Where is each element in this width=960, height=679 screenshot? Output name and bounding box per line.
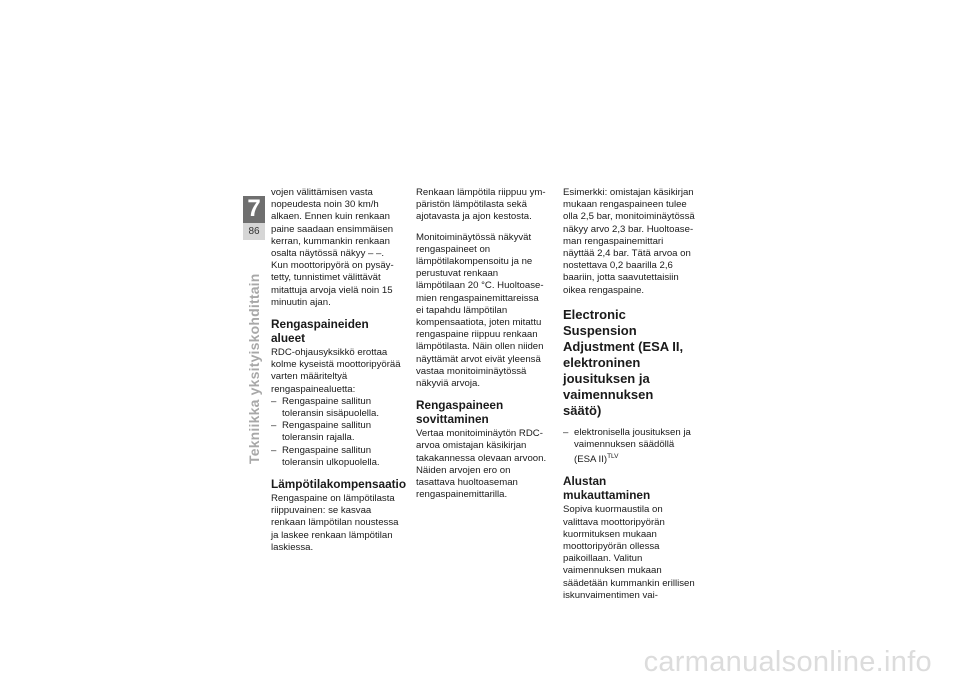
bullet-list [271, 396, 403, 469]
paragraph: Vertaa monitoiminäytön RDC-arvoa omistajan käsikirjan takakannessa olevaan arvoon. Näiden arvojen ero on tasattava huoltoaseman rengaspainemittarilla. [416, 428, 547, 501]
chapter-number: 7 [247, 196, 261, 222]
dash-bullet-icon: – [271, 420, 277, 432]
paragraph: Sopiva kuormaustila on valittava moottoripyörän kuormituksen mukaan moottoripyörän ollessa paikoillaan. Valitun vaimennuksen mukaan säädetään kummankin erillisen iskunvaimentimen vai- [563, 504, 695, 601]
text-column-3 [563, 187, 695, 610]
paragraph: Renkaan lämpötila riippuu ympäristön lämpötilasta sekä ajotavasta ja ajon kestosta. [416, 187, 546, 223]
section-heading: Alustan mukauttaminen [563, 474, 651, 503]
watermark: carmanualsonline.info [643, 646, 932, 678]
paragraph: RDC-ohjausyksikkö erottaa kolme kyseistä moottoripyörää varten määriteltyä rengaspainealuetta: [271, 347, 401, 395]
chapter-tab [243, 196, 265, 240]
list-item: – Rengaspaine sallitun toleransin sisäpuolella. [271, 395, 380, 420]
paragraph: Esimerkki: omistajan käsikirjan mukaan rengaspaineen tulee olla 2,5 bar, monitoiminäytössä näkyy arvo 2,3 bar. Huoltoaseman rengaspainemittari näyttää 2,4 bar. Tätä arvoa on nostettava 0,2 baarilla 2,6 baariin, jotta saavutettaisiin oikea rengaspaine. [563, 187, 695, 296]
list-item: – Rengaspaine sallitun toleransin ulkopuolella. [271, 444, 380, 468]
dash-bullet-icon: – [271, 395, 277, 407]
bullet-list [563, 427, 695, 467]
page-number: 86 [243, 223, 265, 240]
chapter-title: Tekniikka yksityiskohdittain [246, 273, 262, 464]
paragraph: Rengaspaine on lämpötilasta riippuvainen: se kasvaa renkaan lämpötilan noustessa ja laskee renkaan lämpötilan laskiessa. [271, 493, 399, 553]
section-heading-major: Electronic Suspension Adjustment (ESA II, elektroninen jousituksen ja vaimennuksen säätö) [563, 306, 684, 418]
tlv-superscript: TLV [607, 453, 619, 461]
list-item: – Rengaspaine sallitun toleransin rajalla. [271, 420, 372, 444]
paragraph: Monitoiminäytössä näkyvät rengaspaineet on lämpötilakompensoitu ja ne perustuvat renkaan lämpötilaan 20 °C. Huoltoasemien rengaspainemittareissa ei tapahdu lämpötilan kompensaatiota, joten mitattu rengaspaine riippuu renkaan lämpötilasta. Näin ollen niiden näyttämät arvot eivät yleensä vastaa monitoiminäytössä näkyviä arvoja. [416, 231, 544, 390]
dash-bullet-icon: – [563, 426, 569, 438]
text-column-1 [271, 187, 407, 562]
section-heading: Lämpötilakompensaatio [271, 477, 407, 492]
list-item: – elektronisella jousituksen ja vaimennuksen säädöllä (ESA II)$^{TLV}$ [563, 426, 691, 466]
dash-bullet-icon: – [271, 444, 277, 456]
section-heading: Rengaspaineen sovittaminen [416, 398, 504, 427]
text-column-2 [416, 187, 548, 509]
paragraph: vojen välittämisen vasta nopeudesta noin 30 km/h alkaen. Ennen kuin renkaan paine saadaan ensimmäisen kerran, kummankin renkaan osalta näytössä näkyy – –. Kun moottoripyörä on pysäytetty, tunnistimet välittävät mitattuja arvoja vielä noin 15 minuutin ajan. [271, 187, 394, 308]
section-heading: Rengaspaineiden alueet [271, 317, 369, 346]
